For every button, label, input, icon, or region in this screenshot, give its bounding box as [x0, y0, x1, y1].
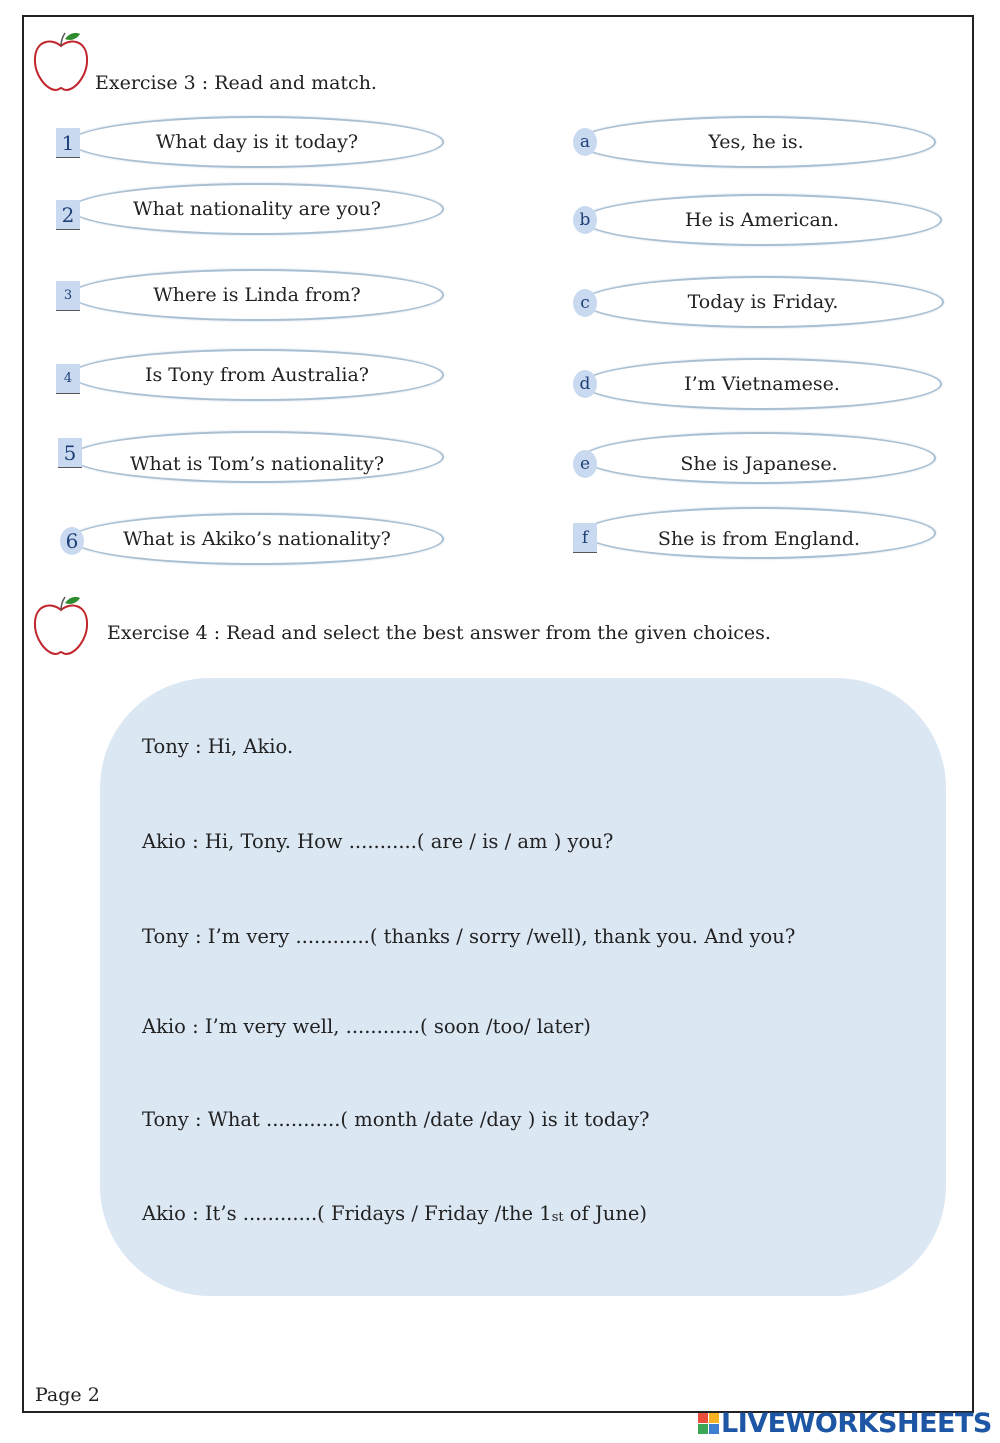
apple-icon [32, 594, 90, 658]
answer-letter: b [573, 206, 597, 234]
dialogue-line: Akio : Hi, Tony. How ...........( are / is / am ) you? [142, 830, 614, 853]
question-number: 2 [56, 200, 80, 230]
question-3[interactable] [70, 269, 444, 321]
question-4[interactable] [70, 349, 444, 401]
answer-text: He is American. [684, 209, 840, 231]
question-text: What is Akiko’s nationality? [123, 528, 391, 550]
liveworksheets-logo [698, 1408, 992, 1439]
answer-text: Yes, he is. [708, 131, 804, 153]
dialogue-line: Tony : What ............( month /date /day ) is it today? [142, 1108, 650, 1131]
dialogue-text: of June) [563, 1202, 648, 1225]
question-number: 5 [58, 438, 82, 468]
answer-text: She is from England. [657, 528, 861, 550]
question-6[interactable] [70, 513, 444, 565]
answer-letter: f [573, 523, 597, 553]
question-text: Where is Linda from? [153, 284, 361, 306]
dialogue-line: Akio : I’m very well, ............( soon /too/ later) [142, 1015, 591, 1038]
question-1[interactable] [70, 116, 444, 168]
answer-text: I’m Vietnamese. [684, 373, 840, 395]
answer-c[interactable] [582, 276, 944, 328]
answer-letter: d [573, 370, 597, 398]
question-5[interactable] [70, 431, 444, 483]
answer-e[interactable] [582, 432, 936, 484]
answer-letter: c [573, 289, 597, 317]
answer-d[interactable] [582, 358, 942, 410]
exercise3-title: Exercise 3 : Read and match. [95, 72, 377, 94]
answer-b[interactable] [582, 194, 942, 246]
answer-text: Today is Friday. [687, 291, 839, 313]
answer-text: She is Japanese. [680, 453, 838, 475]
dialogue-text: Akio : It’s ............( Fridays / Friday /the 1 [142, 1202, 552, 1225]
dialogue-line [142, 1202, 647, 1225]
logo-text: LIVEWORKSHEETS [721, 1408, 992, 1439]
answer-a[interactable] [576, 116, 936, 168]
question-text: What nationality are you? [133, 198, 381, 220]
page-number: Page 2 [35, 1384, 100, 1406]
question-text: Is Tony from Australia? [145, 364, 369, 386]
apple-icon [32, 30, 90, 94]
question-text: What day is it today? [155, 131, 359, 153]
ordinal-suffix: st [551, 1210, 564, 1225]
dialogue-line: Tony : Hi, Akio. [142, 735, 294, 758]
logo-blocks-icon [698, 1413, 719, 1434]
answer-letter: e [573, 450, 597, 478]
answer-f[interactable] [582, 507, 936, 559]
question-number: 6 [60, 527, 84, 555]
answer-letter: a [573, 128, 597, 156]
question-number: 3 [56, 281, 80, 311]
dialogue-line: Tony : I’m very ............( thanks / sorry /well), thank you. And you? [142, 925, 796, 948]
question-number: 4 [56, 364, 80, 394]
question-text: What is Tom’s nationality? [129, 453, 385, 475]
question-2[interactable] [70, 183, 444, 235]
question-number: 1 [56, 128, 80, 158]
exercise4-title: Exercise 4 : Read and select the best answer from the given choices. [107, 622, 771, 644]
